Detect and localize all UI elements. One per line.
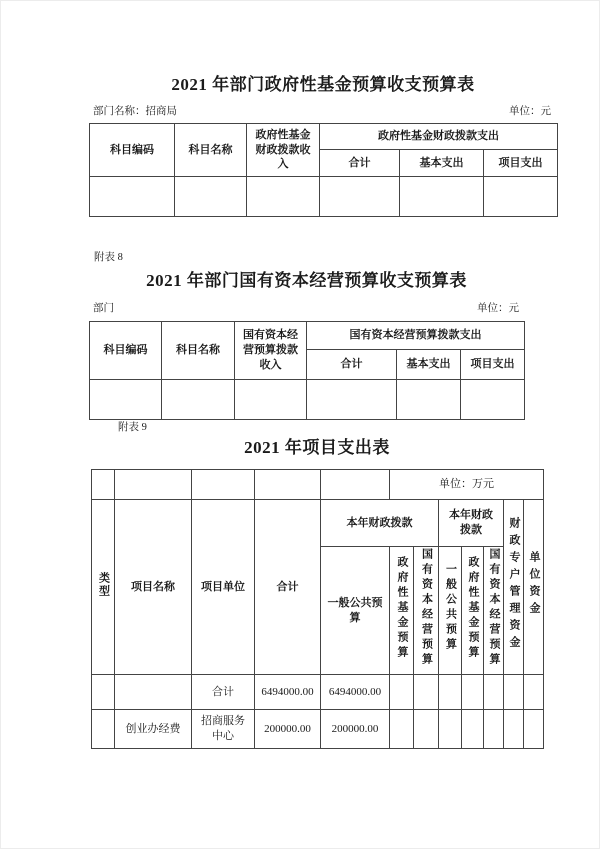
gov-fund-table-title: 2021 年部门政府性基金预算收支预算表: [171, 75, 475, 94]
header-cell-total: 合计: [320, 150, 400, 177]
data-cell: [307, 380, 397, 420]
state-capital-budget-table: [89, 321, 525, 420]
data-cell: [484, 177, 558, 217]
data-cell: [90, 380, 162, 420]
data-cell: [414, 710, 439, 749]
data-cell-general-public-amount: 6494000.00: [321, 675, 390, 710]
header-cell-project-unit: 项目单位: [192, 500, 255, 675]
gov-fund-budget-table: [89, 123, 558, 217]
data-cell: [397, 380, 461, 420]
data-cell-total-amount: 200000.00: [255, 710, 321, 749]
header-cell-project-name: 项目名称: [115, 500, 192, 675]
data-cell: [400, 177, 484, 217]
data-cell: [92, 675, 115, 710]
header-cell-project-expense: 项目支出: [484, 150, 558, 177]
header-cell-subject-code: 科目编码: [90, 322, 162, 380]
department-name-label: 部门名称：招商局: [93, 106, 177, 117]
data-cell: [90, 177, 175, 217]
header-cell-project-expense: 项目支出: [461, 350, 525, 380]
header-cell-fund-expense-group: 政府性基金财政拨款支出: [320, 124, 558, 150]
header-cell-general-public-budget-2: 一般公共预算: [439, 547, 462, 675]
data-cell: [461, 380, 525, 420]
header-cell-fiscal-appropriation-group1: 本年财政拨款: [321, 500, 439, 547]
header-cell-state-capital-budget-1: 国有资本经营预算: [414, 547, 439, 675]
data-cell: [439, 675, 462, 710]
state-capital-table-meta: [93, 304, 519, 315]
empty-cell: [255, 470, 321, 500]
header-cell-unit-funds: 单位资金: [524, 500, 544, 675]
annex-8-label: 附表 8: [94, 252, 123, 263]
data-cell: [414, 675, 439, 710]
data-cell: [320, 177, 400, 217]
unit-label-wanyuan: 单位：万元: [390, 470, 544, 500]
table-header-row: [90, 322, 525, 350]
header-cell-fiscal-appropriation-group2: 本年财政拨款: [439, 500, 504, 547]
data-cell: [247, 177, 320, 217]
data-cell: [439, 710, 462, 749]
unit-label-yuan: 单位：元: [477, 303, 519, 314]
data-cell: [462, 675, 484, 710]
data-cell-total-label: 合计: [192, 675, 255, 710]
data-cell: [390, 710, 414, 749]
data-cell: [115, 675, 192, 710]
data-cell: [524, 675, 544, 710]
table-header-row: [90, 124, 558, 150]
data-cell: [162, 380, 235, 420]
header-cell-basic-expense: 基本支出: [397, 350, 461, 380]
data-cell: [484, 675, 504, 710]
data-cell: [462, 710, 484, 749]
header-cell-subject-code: 科目编码: [90, 124, 175, 177]
unit-label-yuan: 单位：元: [509, 106, 551, 117]
header-cell-subject-name: 科目名称: [162, 322, 235, 380]
project-expenditure-table: [91, 469, 544, 749]
empty-cell: [192, 470, 255, 500]
data-cell: [175, 177, 247, 217]
department-label: 部门: [93, 303, 114, 314]
header-cell-state-capital-budget-2: 国有资本经营预算: [484, 547, 504, 675]
project-expenditure-table-title: 2021 年项目支出表: [244, 438, 390, 457]
data-cell: [504, 675, 524, 710]
header-cell-capital-income: 国有资本经营预算拨款收入: [235, 322, 307, 380]
header-cell-capital-expense-group: 国有资本经营预算拨款支出: [307, 322, 525, 350]
data-cell-total-amount: 6494000.00: [255, 675, 321, 710]
data-cell: [524, 710, 544, 749]
data-cell: [484, 710, 504, 749]
table-row: [90, 177, 558, 217]
gov-fund-table-meta: [93, 107, 551, 118]
header-cell-type: 类型: [92, 500, 115, 675]
data-cell: [390, 675, 414, 710]
data-cell: [235, 380, 307, 420]
header-cell-total: 合计: [307, 350, 397, 380]
header-cell-gov-fund-budget-2: 政府性基金预算: [462, 547, 484, 675]
header-cell-gov-fund-budget-1: 政府性基金预算: [390, 547, 414, 675]
table-header-row: [92, 500, 544, 547]
annex-9-label: 附表 9: [118, 422, 147, 433]
data-cell: [92, 710, 115, 749]
data-cell-general-public-amount: 200000.00: [321, 710, 390, 749]
header-cell-basic-expense: 基本支出: [400, 150, 484, 177]
header-cell-total: 合计: [255, 500, 321, 675]
empty-cell: [92, 470, 115, 500]
header-cell-fund-income: 政府性基金财政拨款收入: [247, 124, 320, 177]
data-cell: [504, 710, 524, 749]
data-cell-project-name: 创业办经费: [115, 710, 192, 749]
header-cell-general-public-budget-1: 一般公共预算: [321, 547, 390, 675]
state-capital-table-title: 2021 年部门国有资本经营预算收支预算表: [146, 271, 467, 290]
table-row-total: [92, 675, 544, 710]
empty-cell: [115, 470, 192, 500]
unit-row: [92, 470, 544, 500]
table-row: [90, 380, 525, 420]
data-cell-project-unit: 招商服务中心: [192, 710, 255, 749]
header-cell-fiscal-special-account: 财政专户管理资金: [504, 500, 524, 675]
empty-cell: [321, 470, 390, 500]
header-cell-subject-name: 科目名称: [175, 124, 247, 177]
table-row-project: [92, 710, 544, 749]
